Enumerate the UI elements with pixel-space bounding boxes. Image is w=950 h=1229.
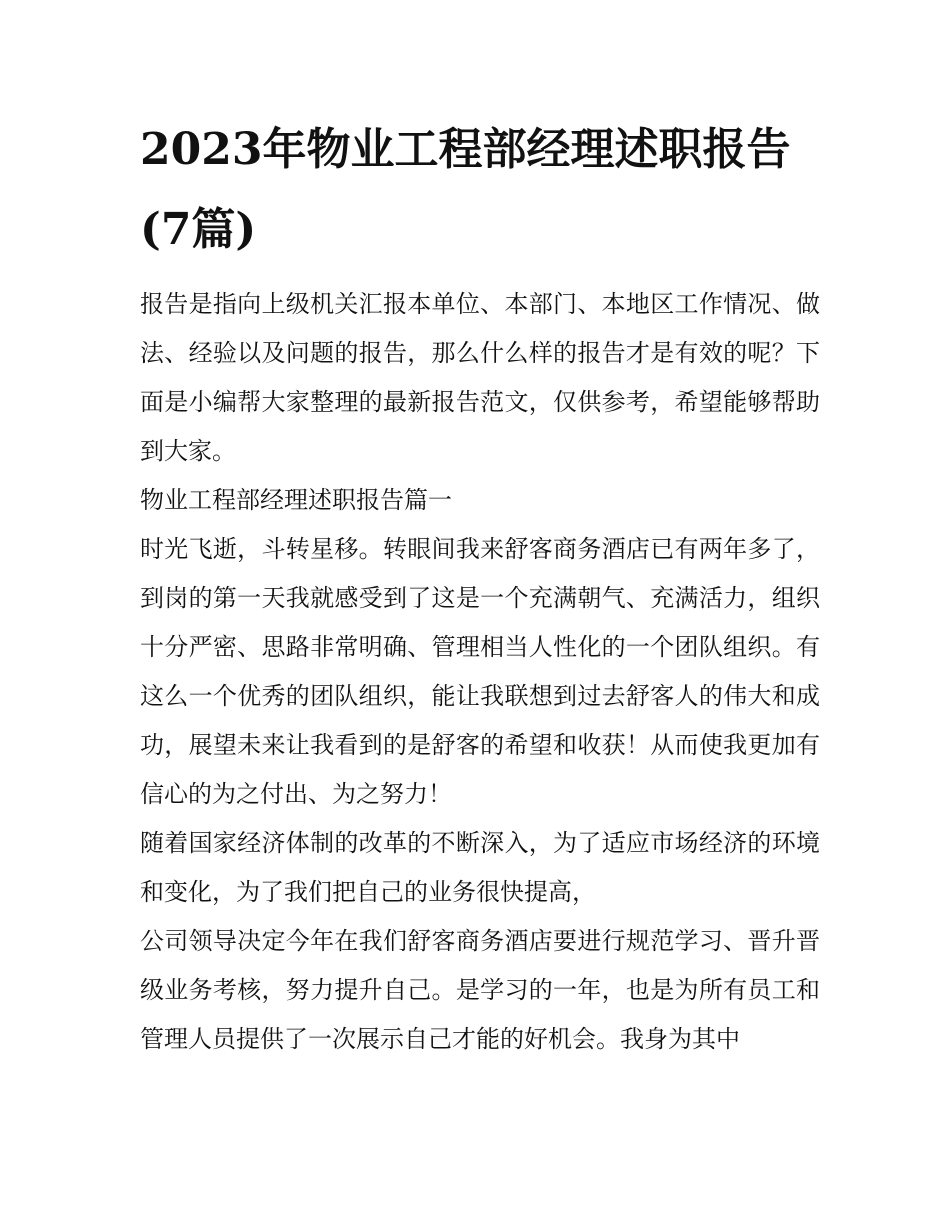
body-paragraph: 时光飞逝，斗转星移。转眼间我来舒客商务酒店已有两年多了，到岗的第一天我就感受到了这是一个充满朝气、充满活力，组织十分严密、思路非常明确、管理相当人性化的一个团队组织。有这么一个优秀的团队组织，能让我联想到过去舒客人的伟大和成功，展望未来让我看到的是舒客的希望和收获！从而使我更加有信心的为之付出、为之努力！ [140,535,820,808]
intro-paragraph: 报告是指向上级机关汇报本单位、本部门、本地区工作情况、做法、经验以及问题的报告，那么什么样的报告才是有效的呢？下面是小编帮大家整理的最新报告范文，仅供参考，希望能够帮助到大家。 [140,290,820,465]
document-page [140,110,820,1064]
document-title: 2023年物业工程部经理述职报告(7篇) [140,124,791,255]
body-paragraph: 随着国家经济体制的改革的不断深入，为了适应市场经济的环境和变化，为了我们把自己的业务很快提高， [140,829,820,906]
body-paragraph: 公司领导决定今年在我们舒客商务酒店要进行规范学习、晋升晋级业务考核，努力提升自己。是学习的一年，也是为所有员工和管理人员提供了一次展示自己才能的好机会。我身为其中 [140,927,820,1053]
section-heading: 物业工程部经理述职报告篇一 [140,486,452,514]
